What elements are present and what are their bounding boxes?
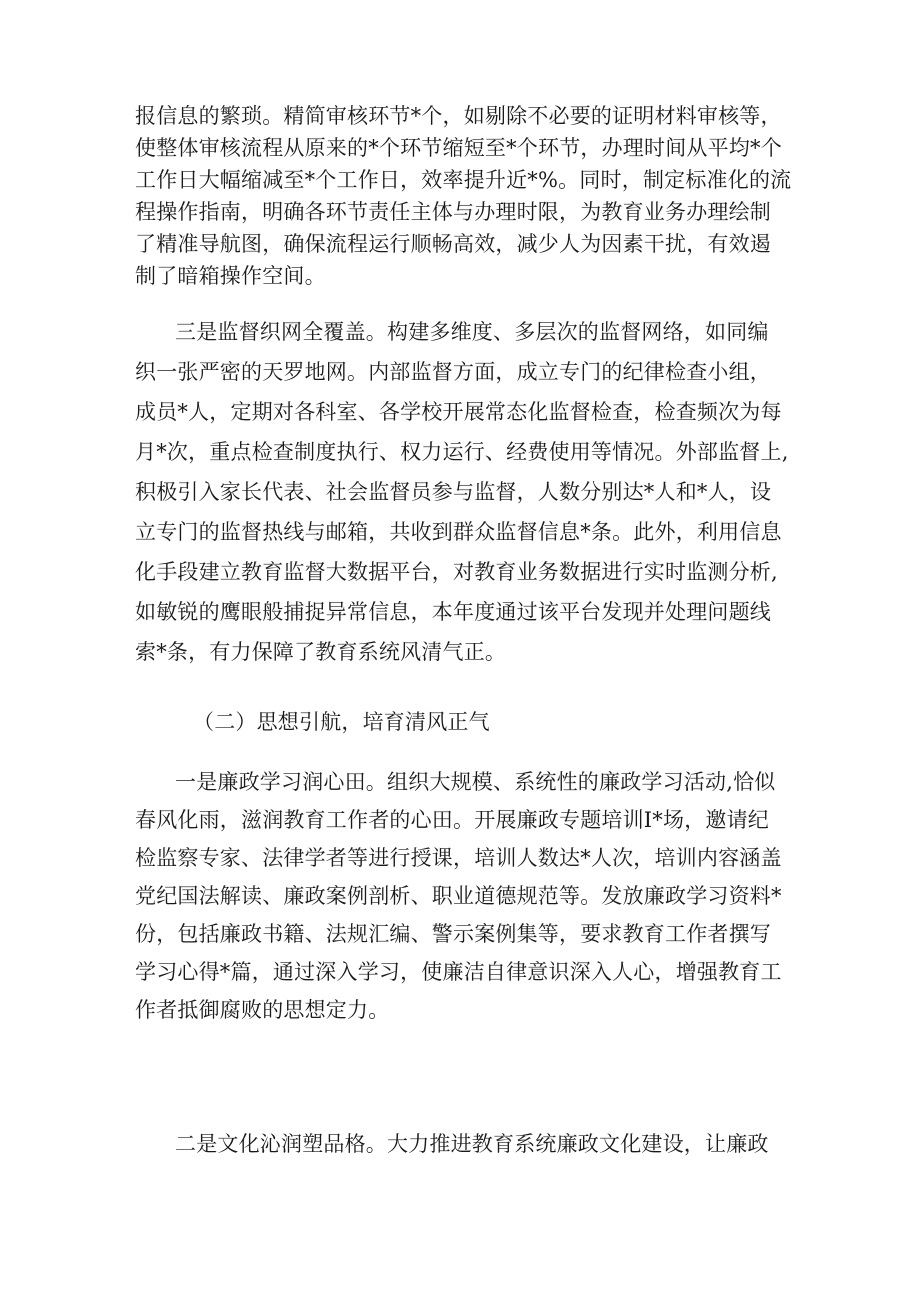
text-line: 学习心得*篇，通过深入学习，使廉洁自律意识深入人心，增强教育工 (135, 960, 782, 984)
text-line: 检监察专家、法律学者等进行授课，培训人数达*人次，培训内容涵盖 (135, 846, 782, 870)
text-line: 制了暗箱操作空间。 (135, 264, 326, 288)
text-line: 索*条，有力保障了教育系统风清气正。 (135, 640, 507, 664)
text-line: 立专门的监督热线与邮箱，共收到群众监督信息*条。此外，利用信息 (135, 520, 782, 544)
text-line: 织一张严密的天罗地网。内部监督方面，成立专门的纪律检查小组， (135, 360, 771, 384)
text-line: 使整体审核流程从原来的*个环节缩短至*个环节，办理时间从平均*个 (135, 136, 782, 160)
text-line: 二是文化沁润塑品格。大力推进教育系统廉政文化建设，让廉政 (175, 1132, 769, 1156)
text-line: 如敏锐的鹰眼般捕捉异常信息，本年度通过该平台发现并处理问题线 (135, 600, 771, 624)
text-line: 一是廉政学习润心田。组织大规模、系统性的廉政学习活动,恰似 (175, 770, 776, 794)
text-line: 春风化雨，滋润教育工作者的心田。开展廉政专题培训I*场，邀请纪 (135, 808, 769, 832)
text-line: 报信息的繁琐。精简审核环节*个，如剔除不必要的证明材料审核等， (135, 104, 782, 128)
text-line: 成员*人，定期对各科室、各学校开展常态化监督检查，检查频次为每 (135, 400, 782, 424)
section-heading: （二）思想引航，培育清风正气 (193, 710, 490, 734)
text-line: 月*次，重点检查制度执行、权力运行、经费使用等情况。外部监督上, (135, 440, 789, 464)
text-line: 工作日大幅缩减至*个工作日，效率提升近*%。同时，制定标准化的流 (135, 168, 792, 192)
text-line: 党纪国法解读、廉政案例剖析、职业道德规范等。发放廉政学习资料* (135, 884, 782, 908)
text-line: 化手段建立教育监督大数据平台，对教育业务数据进行实时监测分析, (135, 560, 778, 584)
text-line: 程操作指南，明确各环节责任主体与办理时限，为教育业务办理绘制 (135, 200, 771, 224)
text-line: 作者抵御腐败的思想定力。 (135, 998, 390, 1022)
text-line: 份，包括廉政书籍、法规汇编、警示案例集等，要求教育工作者撰写 (135, 922, 771, 946)
text-line: 了精准导航图，确保流程运行顺畅高效，减少人为因素干扰，有效遏 (135, 232, 771, 256)
text-line: 积极引入家长代表、社会监督员参与监督，人数分别达*人和*人，设 (135, 480, 772, 504)
text-line: 三是监督织网全覆盖。构建多维度、多层次的监督网络，如同编 (175, 320, 769, 344)
